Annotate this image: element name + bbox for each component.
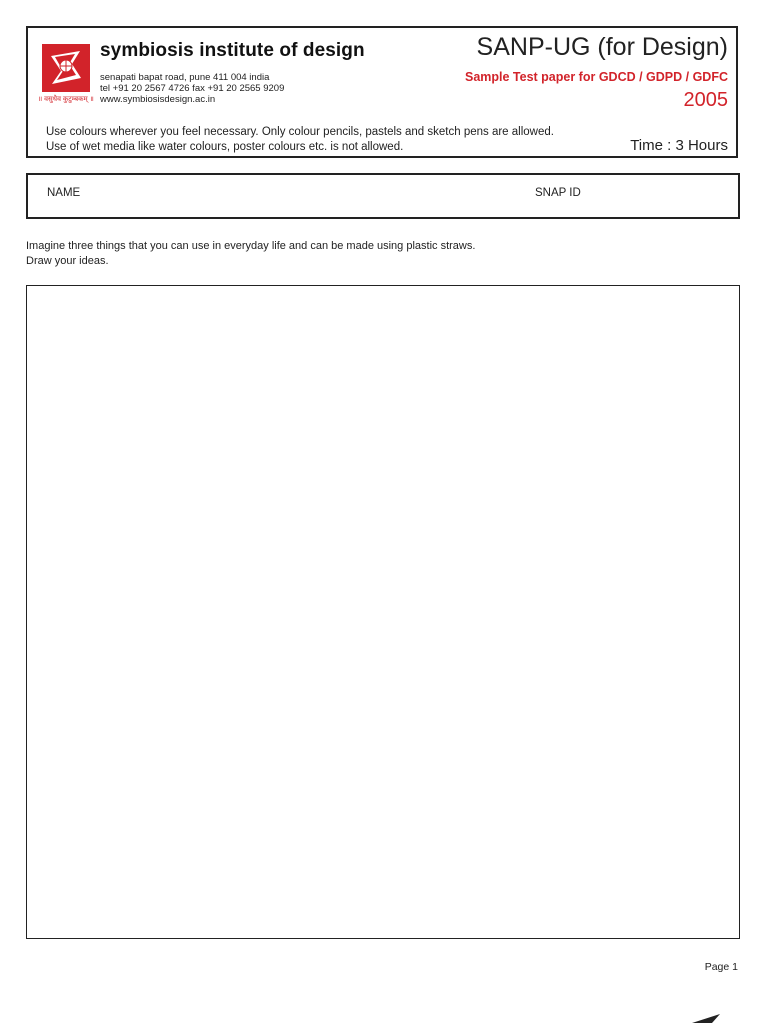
footer-mark-icon bbox=[690, 1013, 726, 1024]
website-link[interactable]: www.symbiosisdesign.ac.in bbox=[100, 94, 216, 105]
phone-fax-line: tel +91 20 2567 4726 fax +91 20 2565 9209 bbox=[100, 83, 285, 94]
symbiosis-logo bbox=[42, 44, 90, 92]
header-box bbox=[26, 26, 738, 158]
candidate-info-box[interactable] bbox=[26, 173, 740, 219]
question-line: Draw your ideas. bbox=[26, 255, 109, 267]
instruction-line: Use of wet media like water colours, poster colours etc. is not allowed. bbox=[46, 141, 404, 153]
time-limit: Time : 3 Hours bbox=[630, 137, 728, 154]
address-line: senapati bapat road, pune 411 004 india bbox=[100, 72, 270, 83]
logo-tagline: ॥ वसुधैव कुटुम्बकम् ॥ bbox=[38, 96, 94, 103]
name-label: NAME bbox=[47, 187, 81, 199]
drawing-area[interactable] bbox=[26, 285, 740, 939]
instruction-line: Use colours wherever you feel necessary. Only colour pencils, pastels and sketch pens are allowed. bbox=[46, 126, 554, 138]
exam-year: 2005 bbox=[683, 89, 728, 111]
question-text bbox=[26, 239, 475, 269]
institute-name: symbiosis institute of design bbox=[100, 40, 365, 61]
exam-subtitle: Sample Test paper for GDCD / GDPD / GDFC bbox=[464, 70, 728, 84]
page-number: Page 1 bbox=[704, 961, 738, 973]
exam-title: SANP-UG (for Design) bbox=[476, 33, 728, 61]
instructions bbox=[46, 125, 554, 155]
snap-id-label: SNAP ID bbox=[535, 187, 581, 199]
question-line: Imagine three things that you can use in everyday life and can be made using plastic straws. bbox=[26, 240, 476, 252]
